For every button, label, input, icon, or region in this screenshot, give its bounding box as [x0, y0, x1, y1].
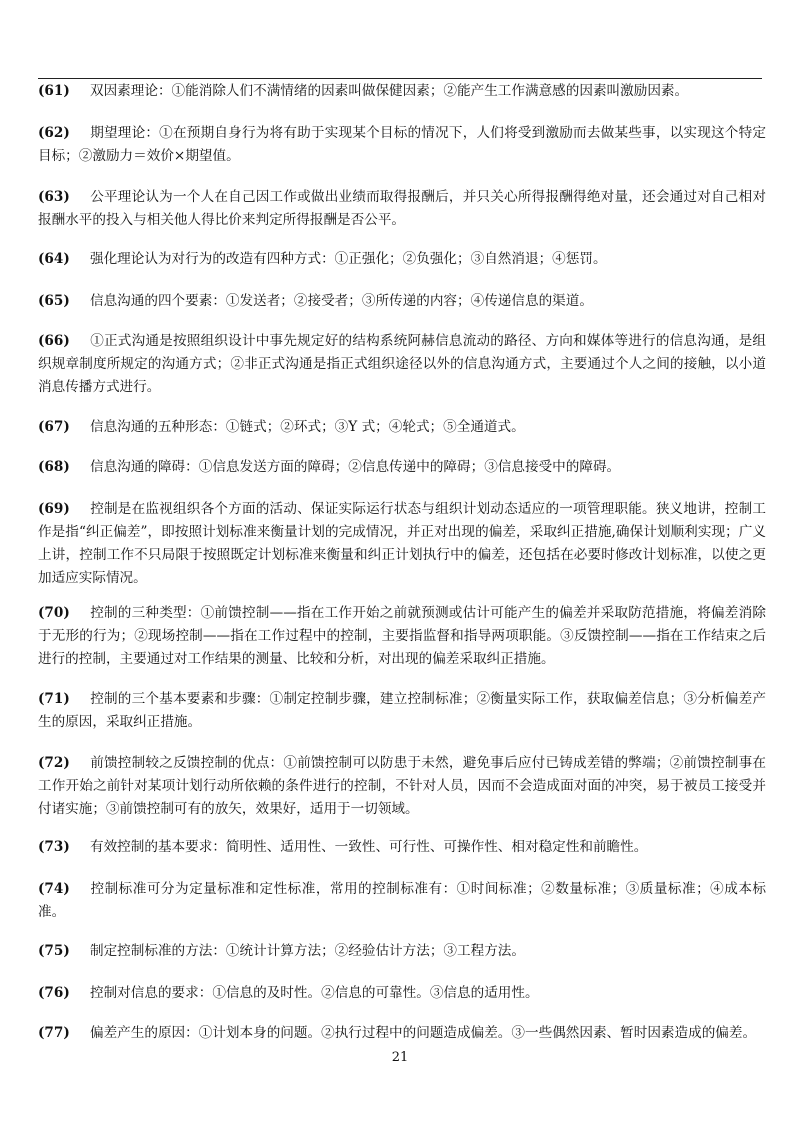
- entry-76: [38, 982, 766, 1005]
- entry-text: ①正式沟通是按照组织设计中事先规定好的结构系统阿赫信息流动的路径、方向和媒体等进行的信息沟通，是组织规章制度所规定的沟通方式；②非正式沟通是指正式组织途径以外的信息沟通方式，主要通过个人之间的接触，以小道消息传播方式进行。: [38, 333, 766, 395]
- entry-text: 公平理论认为一个人在自己因工作或做出业绩而取得报酬后，并只关心所得报酬得绝对量，还会通过对自己相对报酬水平的投入与相关他人得比价来判定所得报酬是否公平。: [38, 189, 766, 228]
- entry-text: 期望理论：①在预期自身行为将有助于实现某个目标的情况下，人们将受到激励而去做某些事，以实现这个特定目标；②激励力＝效价×期望值。: [38, 125, 766, 164]
- entry-number: (73): [38, 839, 70, 855]
- entry-text: 控制的三种类型：①前馈控制——指在工作开始之前就预测或估计可能产生的偏差并采取防范措施，将偏差消除于无形的行为；②现场控制——指在工作过程中的控制，主要指监督和指导两项职能。③反馈控制——指在工作结束之后进行的控制，主要通过对工作结果的测量、比较和分析，对出现的偏差采取纠正措施。: [38, 605, 766, 667]
- entry-65: [38, 290, 766, 313]
- entry-text: 控制对信息的要求：①信息的及时性。②信息的可靠性。③信息的适用性。: [90, 985, 539, 1001]
- entry-67: [38, 416, 766, 439]
- entry-75: [38, 940, 766, 963]
- entry-text: 偏差产生的原因：①计划本身的问题。②执行过程中的问题造成偏差。③一些偶然因素、暂时因素造成的偏差。: [90, 1025, 757, 1041]
- entry-69: [38, 498, 766, 590]
- entry-61: [38, 80, 766, 103]
- entry-66: [38, 330, 766, 399]
- entry-text: 有效控制的基本要求：简明性、适用性、一致性、可行性、可操作性、相对稳定性和前瞻性。: [90, 839, 648, 855]
- entry-number: (68): [38, 459, 70, 475]
- entry-62: [38, 122, 766, 168]
- entry-64: [38, 248, 766, 271]
- entry-number: (69): [38, 501, 70, 517]
- entry-number: (63): [38, 189, 70, 205]
- entry-number: (61): [38, 83, 70, 99]
- entry-72: [38, 752, 766, 821]
- entry-77: [38, 1022, 766, 1045]
- entry-number: (77): [38, 1025, 70, 1041]
- entry-text: 控制标准可分为定量标准和定性标准，常用的控制标准有：①时间标准；②数量标准；③质量标准；④成本标准。: [38, 881, 766, 920]
- entry-63: [38, 186, 766, 232]
- entry-number: (65): [38, 293, 70, 309]
- entry-number: (72): [38, 755, 70, 771]
- entry-text: 强化理论认为对行为的改造有四种方式：①正强化；②负强化；③自然消退；④惩罚。: [90, 251, 607, 267]
- entry-70: [38, 602, 766, 671]
- entry-text: 控制的三个基本要素和步骤：①制定控制步骤，建立控制标准；②衡量实际工作，获取偏差信息；③分析偏差产生的原因，采取纠正措施。: [38, 691, 766, 730]
- entry-number: (70): [38, 605, 70, 621]
- entry-text: 信息沟通的障碍：①信息发送方面的障碍；②信息传递中的障碍；③信息接受中的障碍。: [90, 459, 621, 475]
- entry-73: [38, 836, 766, 859]
- page-number: 21: [391, 1050, 409, 1065]
- entry-number: (67): [38, 419, 70, 435]
- entry-68: [38, 456, 766, 479]
- entry-number: (74): [38, 881, 70, 897]
- entry-number: (71): [38, 691, 70, 707]
- entry-number: (64): [38, 251, 70, 267]
- entry-number: (76): [38, 985, 70, 1001]
- entry-74: [38, 878, 766, 924]
- entry-71: [38, 688, 766, 734]
- entry-text: 制定控制标准的方法：①统计计算方法；②经验估计方法；③工程方法。: [90, 943, 525, 959]
- entry-number: (62): [38, 125, 70, 141]
- entry-number: (66): [38, 333, 70, 349]
- entry-text: 前馈控制较之反馈控制的优点：①前馈控制可以防患于未然，避免事后应付已铸成差错的弊端；②前馈控制事在工作开始之前针对某项计划行动所依赖的条件进行的控制，不针对人员，因而不会造成面对面的冲突，易于被员工接受并付诸实施；③前馈控制可有的放矢，效果好，适用于一切领域。: [38, 755, 766, 817]
- entry-number: (75): [38, 943, 70, 959]
- entry-text: 信息沟通的四个要素：①发送者；②接受者；③所传递的内容；④传递信息的渠道。: [90, 293, 593, 309]
- entry-text: 信息沟通的五种形态：①链式；②环式；③Y 式；④轮式；⑤全通道式。: [90, 419, 525, 435]
- entry-text: 双因素理论：①能消除人们不满情绪的因素叫做保健因素；②能产生工作满意感的因素叫激励因素。: [90, 83, 689, 99]
- entry-text: 控制是在监视组织各个方面的活动、保证实际运行状态与组织计划动态适应的一项管理职能。狭义地讲，控制工作是指“纠正偏差”，即按照计划标准来衡量计划的完成情况，并正对出现的偏差，采取纠正措施,确保计划顺利实现；广义上讲，控制工作不只局限于按照既定计划标准来衡量和纠正计划执行中的偏差，还包括在必要时修改计划标准，以使之更加适应实际情况。: [38, 501, 766, 586]
- header-rule: [38, 78, 762, 79]
